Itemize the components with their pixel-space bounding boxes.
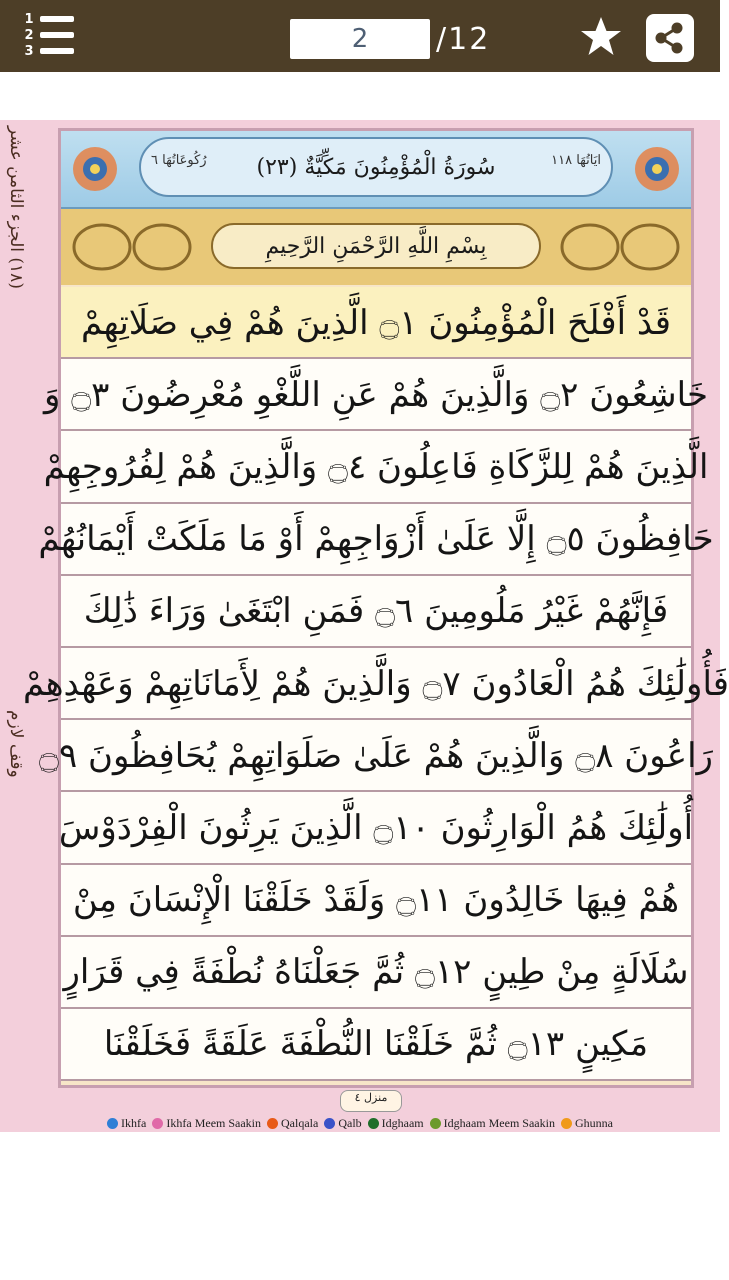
legend-color-icon: [368, 1118, 379, 1129]
legend-item: [267, 1116, 318, 1131]
page-number-input[interactable]: 2: [290, 19, 430, 59]
surah-title-cartouche: [139, 137, 613, 197]
menu-number-3: 3: [24, 44, 34, 59]
legend-label: Ikhfa Meem Saakin: [166, 1115, 262, 1130]
menu-number-1: 1: [24, 12, 34, 27]
legend-label: Idghaam: [381, 1115, 424, 1130]
bookmark-star-button[interactable]: [578, 14, 624, 60]
hamburger-bar: [40, 48, 74, 54]
ayah-line-7: رَاعُونَ ۝٨ وَالَّذِينَ هُمْ عَلَىٰ صَلَوَاتِهِمْ يُحَافِظُونَ ۝٩: [61, 720, 691, 792]
legend-label: Ikhfa: [121, 1115, 147, 1130]
waqf-margin-label: وقف لازم: [6, 710, 26, 778]
legend-item: [152, 1116, 261, 1131]
legend-color-icon: [107, 1118, 118, 1129]
legend-color-icon: [152, 1118, 163, 1129]
arabesque-ornament-icon: [67, 215, 197, 279]
share-icon: [646, 14, 694, 62]
ayah-line-6: فَأُولَٰئِكَ هُمُ الْعَادُونَ ۝٧ وَالَّذِينَ هُمْ لِأَمَانَاتِهِمْ وَعَهْدِهِمْ: [61, 648, 691, 720]
ayah-line-2: خَاشِعُونَ ۝٢ وَالَّذِينَ هُمْ عَنِ اللَّغْوِ مُعْرِضُونَ ۝٣ وَ: [61, 359, 691, 431]
page-index-icon: [22, 12, 36, 60]
ayah-line-9: هُمْ فِيهَا خَالِدُونَ ۝١١ وَلَقَدْ خَلَقْنَا الْإِنْسَانَ مِنْ: [61, 865, 691, 937]
quran-page[interactable]: [0, 120, 729, 1132]
surah-title: سُورَةُ الْمُؤْمِنُونَ مَكِّيَّةٌ (٢٣): [256, 154, 496, 180]
ayah-count: ايَاتُهَا ١١٨: [551, 153, 601, 168]
legend-item: [324, 1116, 361, 1131]
ayah-line-5: فَإِنَّهُمْ غَيْرُ مَلُومِينَ ۝٦ فَمَنِ ابْتَغَىٰ وَرَاءَ ذَٰلِكَ: [61, 576, 691, 648]
ayah-line-4: حَافِظُونَ ۝٥ إِلَّا عَلَىٰ أَزْوَاجِهِمْ أَوْ مَا مَلَكَتْ أَيْمَانُهُمْ: [61, 504, 691, 576]
legend-label: Ghunna: [574, 1115, 613, 1130]
ayah-line-1: قَدْ أَفْلَحَ الْمُؤْمِنُونَ ۝١ الَّذِينَ هُمْ فِي صَلَاتِهِمْ: [61, 287, 691, 359]
menu-button[interactable]: [18, 10, 78, 64]
legend-color-icon: [324, 1118, 335, 1129]
legend-label: Idghaam Meem Saakin: [443, 1115, 555, 1130]
floral-ornament-icon: [65, 137, 125, 201]
legend-item: [561, 1116, 613, 1131]
tajweed-legend: [0, 1114, 720, 1132]
star-icon: [578, 14, 624, 60]
juz-margin-label: (١٨) الجزء الثامن عشر: [6, 126, 26, 289]
legend-color-icon: [430, 1118, 441, 1129]
manzil-marker: منزل ٤: [340, 1090, 402, 1112]
legend-item: [368, 1116, 424, 1131]
hamburger-bar: [40, 32, 74, 38]
legend-label: Qalqala: [281, 1115, 319, 1130]
ayah-lines: [22, 287, 729, 1081]
page-total-label: /12: [436, 22, 491, 57]
share-button[interactable]: [646, 14, 694, 62]
hamburger-bar: [40, 16, 74, 22]
top-toolbar: [0, 0, 720, 72]
ayah-line-3: الَّذِينَ هُمْ لِلزَّكَاةِ فَاعِلُونَ ۝٤ وَالَّذِينَ هُمْ لِفُرُوجِهِمْ: [61, 431, 691, 503]
ruku-count: رُكُوعَاتُهَا ٦: [151, 153, 207, 168]
page-frame: [22, 128, 729, 1088]
basmala-band: [61, 209, 691, 285]
arabesque-ornament-icon: [555, 215, 685, 279]
basmala: بِسْمِ اللَّهِ الرَّحْمَنِ الرَّحِيمِ: [211, 223, 541, 269]
ayah-line-8: أُولَٰئِكَ هُمُ الْوَارِثُونَ ۝١٠ الَّذِينَ يَرِثُونَ الْفِرْدَوْسَ: [61, 792, 691, 864]
ayah-line-10: سُلَالَةٍ مِنْ طِينٍ ۝١٢ ثُمَّ جَعَلْنَاهُ نُطْفَةً فِي قَرَارٍ: [61, 937, 691, 1009]
floral-ornament-icon: [627, 137, 687, 201]
legend-color-icon: [561, 1118, 572, 1129]
menu-number-2: 2: [24, 28, 34, 43]
legend-color-icon: [267, 1118, 278, 1129]
legend-label: Qalb: [338, 1115, 362, 1130]
legend-item: [107, 1116, 146, 1131]
ayah-line-11: مَكِينٍ ۝١٣ ثُمَّ خَلَقْنَا النُّطْفَةَ عَلَقَةً فَخَلَقْنَا: [61, 1009, 691, 1081]
legend-item: [430, 1116, 555, 1131]
surah-header: [61, 131, 691, 209]
